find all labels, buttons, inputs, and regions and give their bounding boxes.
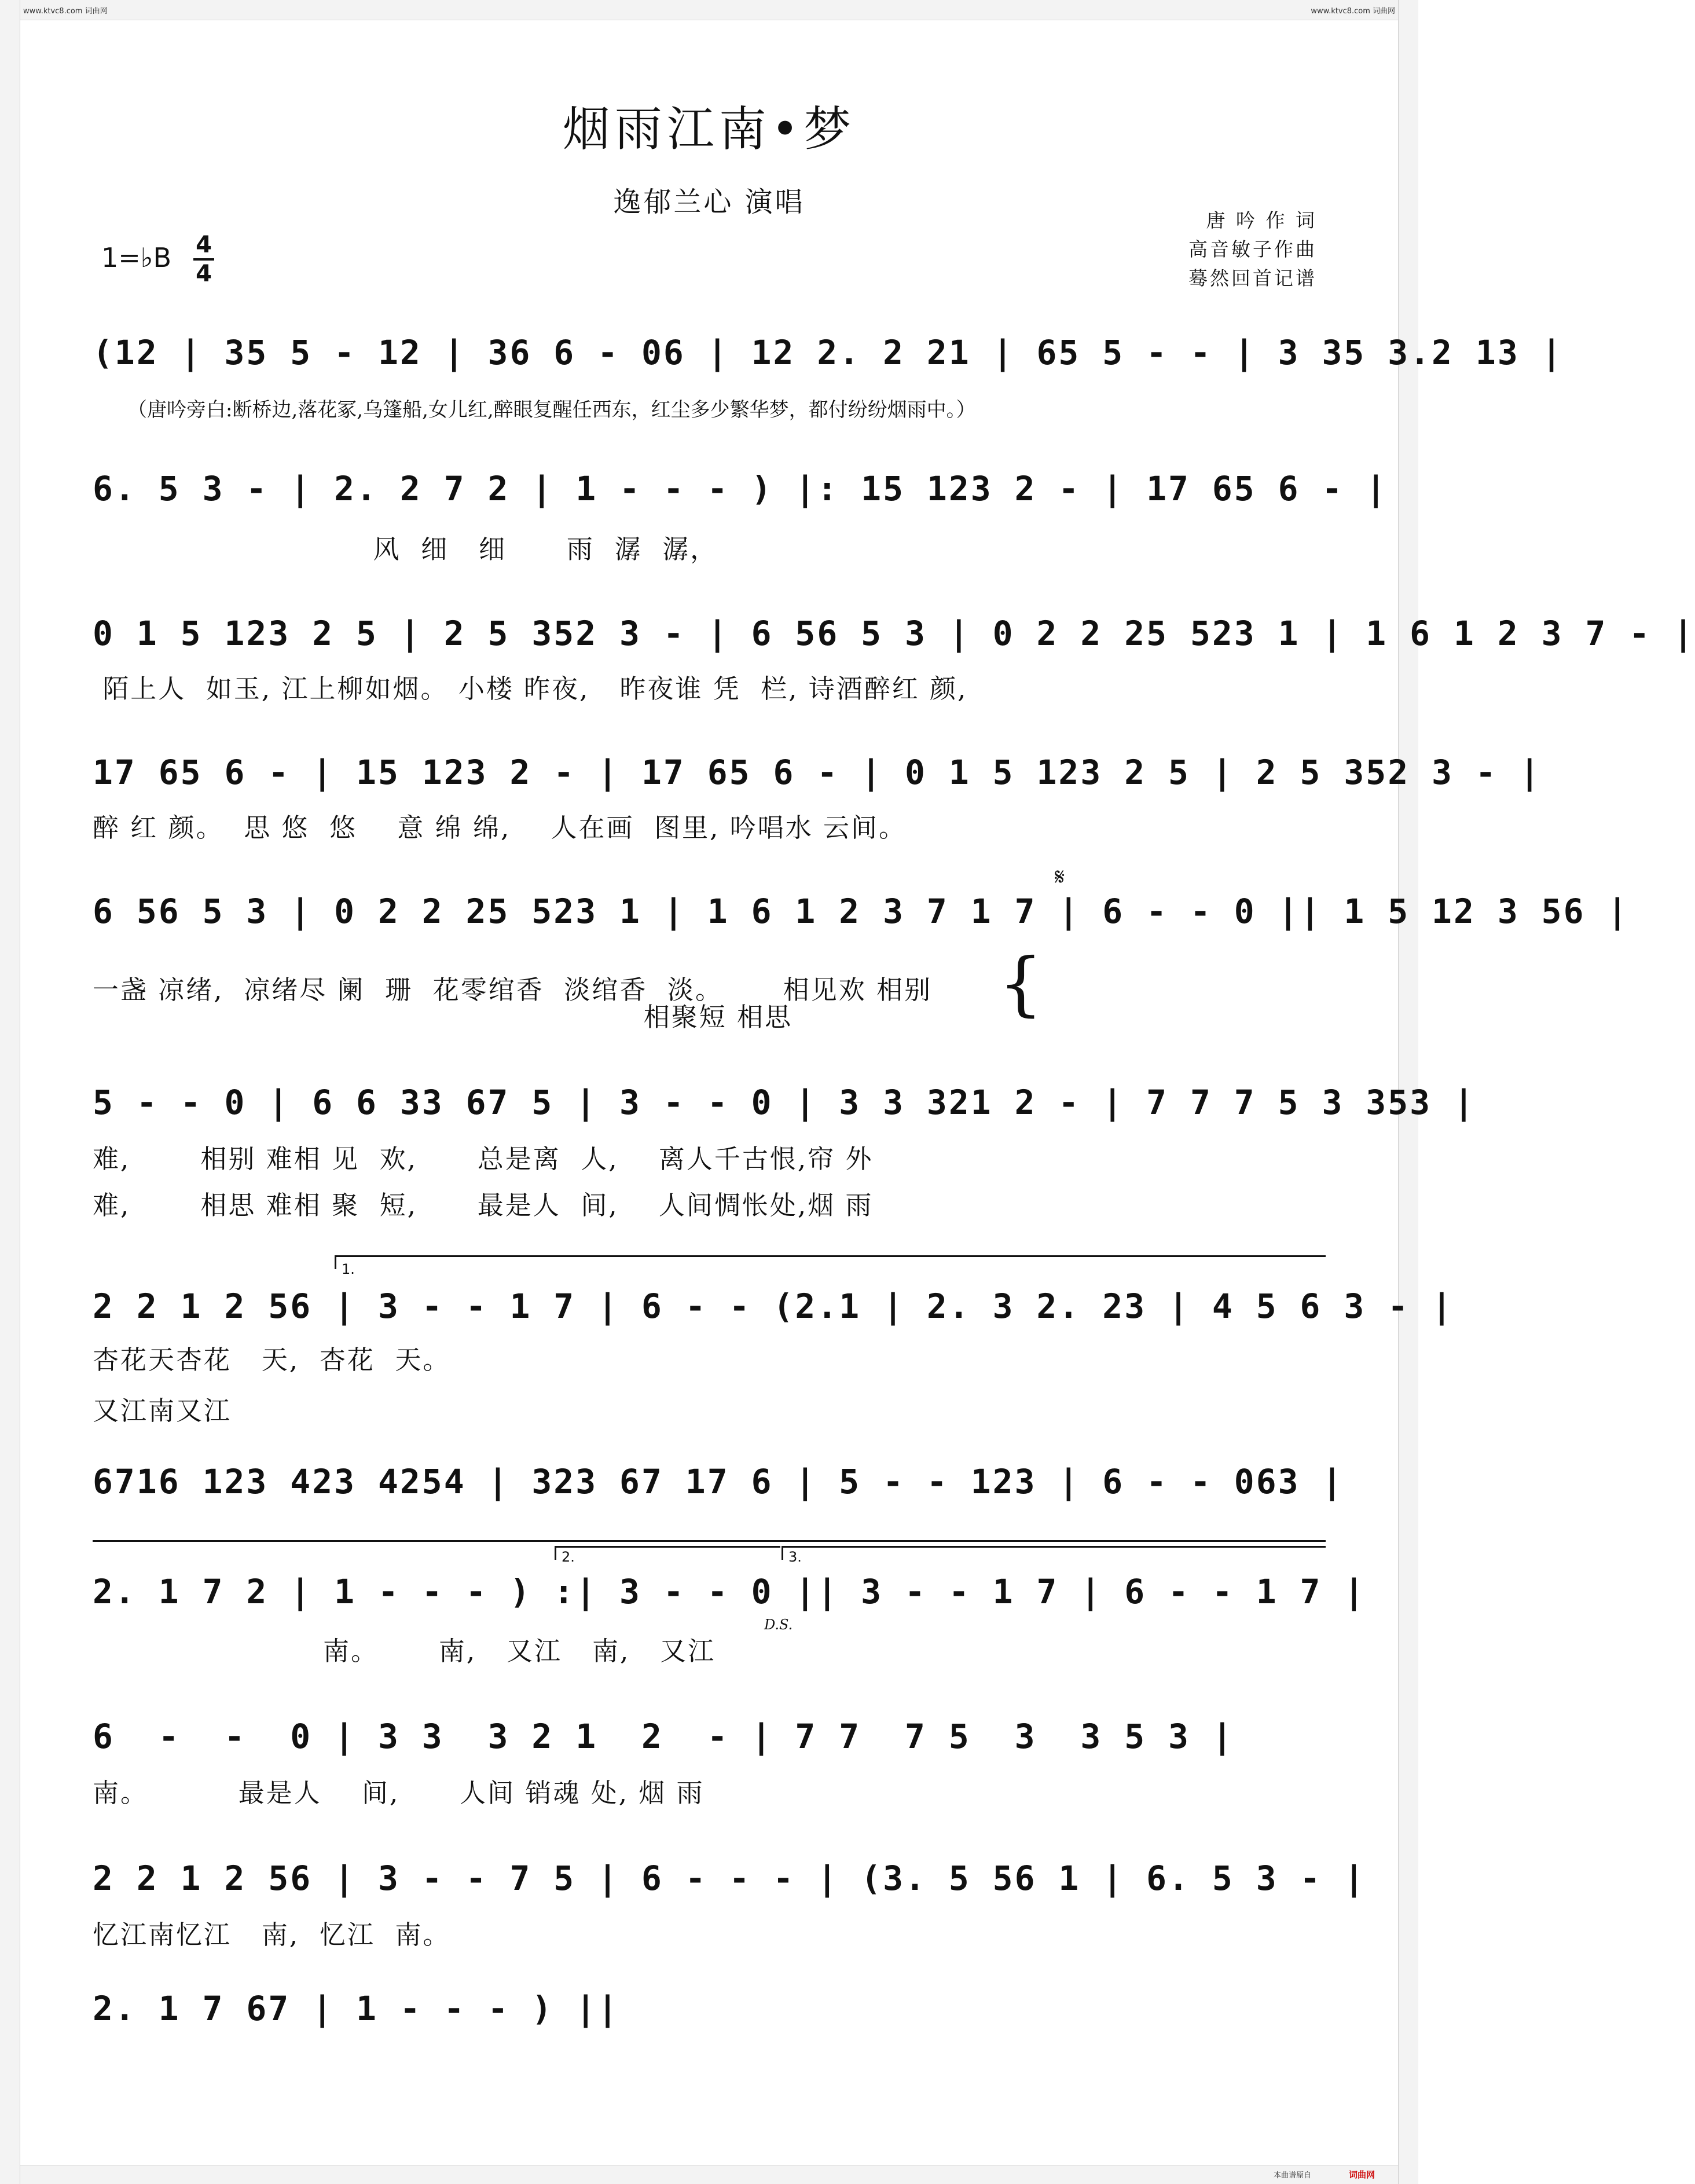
music-line: 0 1 5 123 2 5 | 2 5 352 3 - | 6 56 5 3 | 0 2 2 25 523 1 | 1 6 1 2 3 7 - | bbox=[93, 614, 1695, 653]
music-line: 6 56 5 3 | 0 2 2 25 523 1 | 1 6 1 2 3 7 1 7 | 6 - - 0 || 1 5 12 3 56 | bbox=[93, 892, 1630, 931]
music-line: 2. 1 7 2 | 1 - - - ) :| 3 - - 0 || 3 - - 1 7 | 6 - - 1 7 | bbox=[93, 1572, 1366, 1611]
watermark-bottom-brand: 词曲网 bbox=[1349, 2170, 1375, 2180]
music-line: 6 - - 0 | 3 3 3 2 1 2 - | 7 7 7 5 3 3 5 3 | bbox=[93, 1717, 1234, 1756]
lyric-line: 相聚短 相思 bbox=[93, 1002, 793, 1032]
narration-note: （唐吟旁白:断桥边,落花冢,乌篷船,女儿红,醉眼复醒任西东，红尘多少繁华梦，都付纷纷烟雨中。） bbox=[127, 398, 976, 422]
lyricist-credit: 唐 吟 作 词 bbox=[1206, 209, 1317, 232]
lyric-line: 南。 南, 又江 南, 又江 bbox=[93, 1636, 716, 1666]
lyric-line: 杏花天杏花 天, 杏花 天。 bbox=[93, 1344, 451, 1375]
volta-1-tick bbox=[335, 1255, 336, 1269]
volta-1-bracket bbox=[335, 1255, 1326, 1257]
music-line: 2. 1 7 67 | 1 - - - ) || bbox=[93, 1989, 620, 2028]
music-line: 2 2 1 2 56 | 3 - - 7 5 | 6 - - - | (3. 5 56 1 | 6. 5 3 - | bbox=[93, 1859, 1366, 1898]
lyric-line: 难, 相思 难相 聚 短, 最是人 间, 人间惆怅处,烟 雨 bbox=[93, 1190, 874, 1221]
volta-2-bracket bbox=[555, 1546, 780, 1548]
watermark-top-right: www.ktvc8.com 词曲网 bbox=[1311, 7, 1395, 16]
lyric-line: 难, 相别 难相 见 欢, 总是离 人, 离人千古恨,帘 外 bbox=[93, 1144, 874, 1174]
watermark-bottom-note: 本曲谱原自 bbox=[1274, 2171, 1312, 2180]
segno-sign: 𝄋 bbox=[1055, 864, 1065, 891]
top-frame bbox=[20, 0, 1399, 20]
bottom-frame bbox=[20, 2165, 1399, 2184]
lyric-line: 陌上人 如玉, 江上柳如烟。 小楼 昨夜, 昨夜谁 凭 栏, 诗酒醉红 颜, bbox=[93, 673, 968, 704]
time-signature bbox=[192, 232, 215, 287]
key-signature: 1=♭B bbox=[101, 242, 172, 273]
time-signature-bottom: 4 bbox=[196, 261, 212, 287]
volta-3-bracket bbox=[782, 1546, 1326, 1548]
lyric-line: 风 细 细 雨 潺 潺， bbox=[93, 534, 718, 565]
ds-mark: D.S. bbox=[764, 1617, 793, 1633]
left-frame bbox=[0, 0, 20, 2184]
music-line: 6716 123 423 4254 | 323 67 17 6 | 5 - - 123 | 6 - - 063 | bbox=[93, 1462, 1344, 1501]
lyric-line: 忆江南忆江 南, 忆江 南。 bbox=[93, 1919, 451, 1950]
volta-2-label: 2. bbox=[562, 1549, 575, 1565]
lyric-line: 又江南又江 bbox=[93, 1395, 232, 1426]
section-rule bbox=[93, 1540, 1326, 1542]
watermark-top-left: www.ktvc8.com 词曲网 bbox=[23, 7, 108, 16]
volta-1-label: 1. bbox=[342, 1261, 355, 1277]
verse-brace: { bbox=[999, 944, 1043, 1024]
music-line: 2 2 1 2 56 | 3 - - 1 7 | 6 - - (2.1 | 2. 3 2. 23 | 4 5 6 3 - | bbox=[93, 1287, 1454, 1326]
lyric-line: 一盏 凉绪, 凉绪尽 阑 珊 花零绾香 淡绾香 淡。 相见欢 相别 bbox=[93, 974, 933, 1005]
music-line: (12 | 35 5 - 12 | 36 6 - 06 | 12 2. 2 21 | 65 5 - - | 3 35 3.2 13 | bbox=[93, 333, 1564, 372]
volta-3-label: 3. bbox=[788, 1549, 802, 1565]
singer-credit: 逸郁兰心 演唱 bbox=[613, 186, 805, 218]
lyric-line: 南。 最是人 间, 人间 销魂 处, 烟 雨 bbox=[93, 1778, 705, 1808]
song-title: 烟雨江南•梦 bbox=[562, 102, 856, 157]
volta-2-tick bbox=[555, 1546, 556, 1560]
lyric-line: 醉 红 颜。 思 悠 悠 意 绵 绵, 人在画 图里, 吟唱水 云间。 bbox=[93, 812, 907, 843]
volta-3-tick bbox=[782, 1546, 783, 1560]
music-line: 5 - - 0 | 6 6 33 67 5 | 3 - - 0 | 3 3 321 2 - | 7 7 7 5 3 353 | bbox=[93, 1083, 1476, 1122]
music-line: 6. 5 3 - | 2. 2 7 2 | 1 - - - ) |: 15 123 2 - | 17 65 6 - | bbox=[93, 469, 1388, 508]
music-line: 17 65 6 - | 15 123 2 - | 17 65 6 - | 0 1 5 123 2 5 | 2 5 352 3 - | bbox=[93, 753, 1542, 792]
time-signature-top: 4 bbox=[196, 232, 212, 258]
transcriber-credit: 蓦然回首记谱 bbox=[1188, 267, 1317, 290]
composer-credit: 高音敏子作曲 bbox=[1188, 238, 1317, 261]
